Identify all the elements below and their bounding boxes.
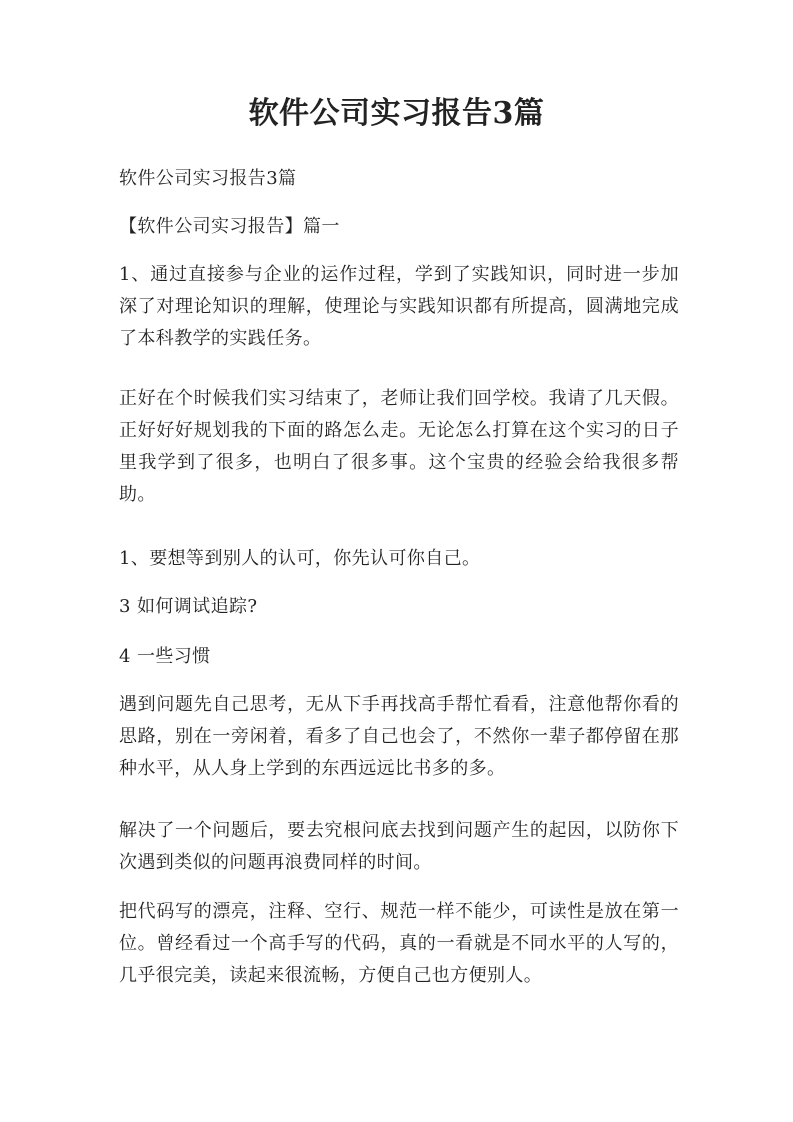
paragraph-heading: 3 如何调试追踪?	[119, 596, 258, 617]
document-title: 软件公司实习报告3篇	[248, 96, 545, 131]
paragraph: 1、通过直接参与企业的运作过程，学到了实践知识，同时进一步加深了对理论知识的理解，使理论与实践知识都有所提高，圆满地完成了本科教学的实践任务。	[119, 264, 679, 349]
paragraph: 解决了一个问题后，要去究根问底去找到问题产生的起因，以防你下次遇到类似的问题再浪费同样的时间。	[119, 820, 679, 873]
paragraph: 遇到问题先自己思考，无从下手再找高手帮忙看看，注意他帮你看的思路，别在一旁闲着，看多了自己也会了，不然你一辈子都停留在那种水平，从人身上学到的东西远远比书多的多。	[119, 694, 679, 779]
paragraph-heading: 4 一些习惯	[119, 646, 211, 667]
paragraph: 正好在个时候我们实习结束了，老师让我们回学校。我请了几天假。正好好好规划我的下面的路怎么走。无论怎么打算在这个实习的日子里我学到了很多，也明白了很多事。这个宝贵的经验会给我很多帮助。	[119, 388, 679, 505]
paragraph: 1、要想等到别人的认可，你先认可你自己。	[119, 548, 481, 569]
paragraph-section-heading: 【软件公司实习报告】篇一	[119, 216, 340, 237]
paragraph: 把代码写的漂亮，注释、空行、规范一样不能少，可读性是放在第一位。曾经看过一个高手写的代码，真的一看就是不同水平的人写的，几乎很完美，读起来很流畅，方便自己也方便别人。	[119, 901, 679, 986]
paragraph-subtitle: 软件公司实习报告3篇	[119, 168, 297, 189]
